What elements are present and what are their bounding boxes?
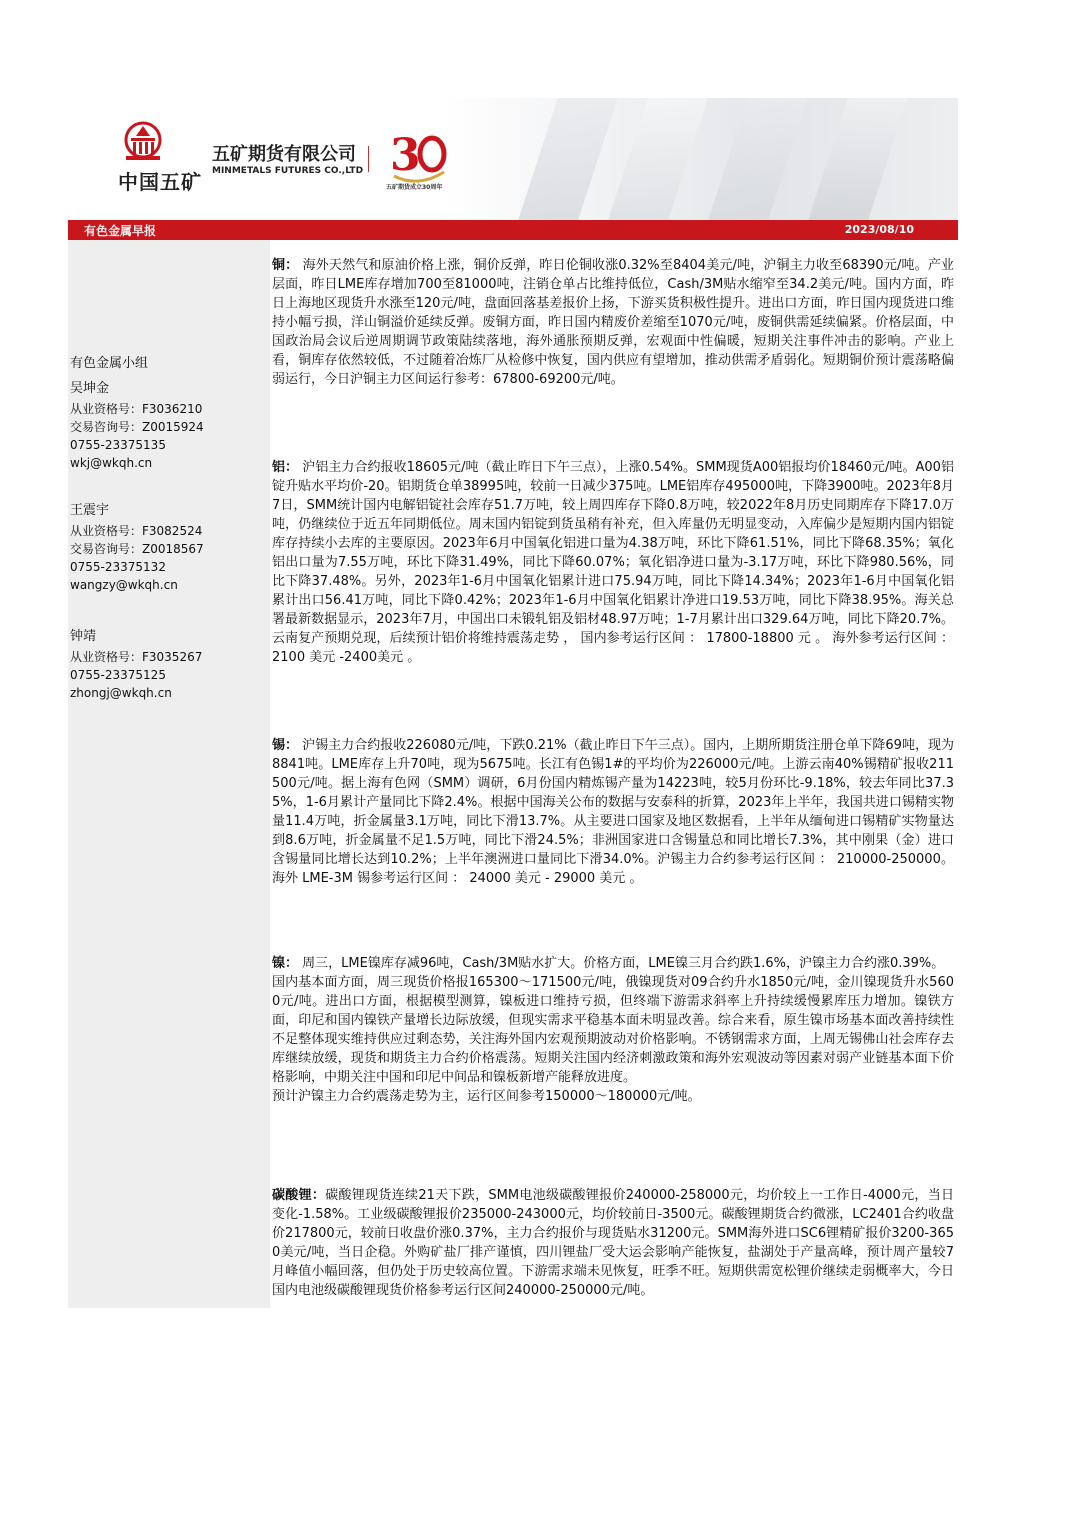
tin-paragraph [272, 736, 954, 888]
analyst-qualification: 从业资格号：F3082524 [70, 524, 203, 538]
analyst-email[interactable]: zhongj@wkqh.cn [70, 686, 172, 700]
company-name: 五矿期货有限公司 [212, 144, 356, 165]
team-name: 有色金属小组 [70, 356, 149, 371]
header-background-building [608, 98, 708, 220]
header-background-building [708, 98, 808, 220]
section-lithium-carbonate [272, 1186, 954, 1300]
nickel-paragraph [272, 954, 954, 973]
aluminum-text: 沪铝主力合约报收18605元/吨（截止昨日下午三点），上涨0.54%。SMM现货A00铝报均价18460元/吨。A00铝锭升贴水平均价-20。铝期货仓单38995吨，较前一日减少375吨。LME铝库存495000吨，下降3900吨。2023年8月7日，SMM统计国内电解铝锭社会库存51.7万吨，较上周四库存下降0.8万吨，较2022年8月历史同期库存下降17.0万吨，仍继续位于近五年同期低位。周末国内铝锭到货虽稍有补充，但入库量仍无明显变动，入库偏少是短期内国内铝锭库存持续小去库的主要原因。2023年6月中国氧化铝进口量为4.38万吨，环比下降61.51%，同比下降68.35%；氧化铝出口量为7.55万吨，环比下降31.49%，同比下降60.07%；氧化铝净进口量为-3.17万吨，环比下降980.56%，同比下降37.48%。另外，2023年1-6月中国氧化铝累计进口75.94万吨，同比下降14.34%；2023年1-6月中国氧化铝累计出口56.41万吨，同比下降0.42%；2023年1-6月中国氧化铝累计净进口19.53万吨，同比下降38.95%。海关总署最新数据显示，2023年7月，中国出口未锻轧铝及铝材48.97万吨；1-7月累计出口329.64万吨，同比下降20.7%。云南复产预期兑现，后续预计铝价将维持震荡走势 ， 国内参考运行区间 ： 17800-18800 元 。 海外参考运行区间 ： 2100 美元 -2400美元 。 [272, 460, 954, 665]
copper-label: 铜： [272, 258, 299, 273]
header-background-building [518, 98, 618, 220]
section-aluminum [272, 458, 954, 667]
analyst-qualification: 从业资格号：F3036210 [70, 402, 203, 416]
analyst-email[interactable]: wangzy@wkqh.cn [70, 578, 178, 592]
section-tin [272, 736, 954, 888]
analyst-name: 王震宇 [70, 503, 110, 518]
analyst-phone: 0755-23375125 [70, 668, 166, 682]
lithium-text: 碳酸锂现货连续21天下跌，SMM电池级碳酸锂报价240000-258000元，均价较上一工作日-4000元，当日变化-1.58%。工业级碳酸锂报价235000-243000元，均价较前日-3500元。碳酸锂期货合约微涨，LC2401合约收盘价217800元，较前日收盘价涨0.37%，主力合约报价与现货贴水31200元。SMM海外进口SC6锂精矿报价3200-3650美元/吨，当日企稳。外购矿盐厂排产谨慎，四川锂盐厂受大运会影响产能恢复，盐湖处于产量高峰，预计周产量较7月峰值小幅回落，但仍处于历史较高位置。下游需求端未见恢复，旺季不旺。短期供需宽松锂价继续走弱概率大，今日国内电池级碳酸锂现货价格参考运行区间240000-250000元/吨。 [272, 1188, 954, 1298]
lithium-paragraph [272, 1186, 954, 1300]
logo-text: 中国五矿 [118, 170, 202, 194]
company-name-english: MINMETALS FUTURES CO.,LTD [212, 166, 364, 176]
title-bar [68, 220, 958, 240]
analyst-card [70, 502, 204, 594]
report-date: 2023/08/10 [844, 223, 914, 236]
nickel-outlook: 预计沪镍主力合约震荡走势为主，运行区间参考150000～180000元/吨。 [272, 1089, 701, 1104]
analyst-name: 钟靖 [70, 629, 97, 644]
nickel-label: 镍： [272, 956, 299, 971]
minmetals-logo-icon [118, 120, 168, 166]
section-copper [272, 256, 954, 389]
nickel-paragraph: 国内基本面方面，周三现货价格报165300～171500元/吨，俄镍现货对09合约升水1850元/吨，金川镍现货升水5600元/吨。进出口方面，根据模型测算，镍板进口维持亏损，但终端下游需求斜率上升持续缓慢累库压力增加。镍铁方面，印尼和国内镍铁产量增长边际放缓，但现实需求平稳基本面未明显改善。综合来看，原生镍市场基本面改善持续性不足整体现实维持供应过剩态势，关注海外国内宏观预期波动对价格影响。不锈钢需求方面，上周无锡佛山社会库存去库继续放缓，现货和期货主力合约价格震荡。短期关注国内经济刺激政策和海外宏观波动等因素对弱产业链基本面下价格影响，中期关注中国和印尼中间品和镍板新增产能释放进度。 [272, 975, 954, 1085]
section-nickel [272, 954, 954, 1106]
analyst-consulting-no: 交易咨询号：Z0015924 [70, 420, 204, 434]
analyst-card [70, 628, 202, 702]
analyst-phone: 0755-23375135 [70, 438, 166, 452]
analyst-card [70, 380, 204, 472]
analyst-name: 吴坤金 [70, 381, 110, 396]
aluminum-label: 铝： [272, 460, 299, 475]
tin-label: 锡： [272, 738, 299, 753]
analyst-qualification: 从业资格号：F3035267 [70, 650, 203, 664]
report-header [68, 98, 958, 220]
anniversary-caption: 五矿期货成立30周年 [386, 184, 443, 191]
report-title: 有色金属早报 [84, 224, 157, 238]
header-divider [368, 146, 369, 172]
lithium-label: 碳酸锂： [272, 1188, 326, 1203]
tin-text: 沪锡主力合约报收226080元/吨，下跌0.21%（截止昨日下午三点）。国内，上期所期货注册仓单下降69吨，现为8841吨。LME库存上升70吨，现为5675吨。长江有色锡1#的平均价为226000元/吨。上游云南40%锡精矿报收211500元/吨。据上海有色网（SMM）调研，6月份国内精炼锡产量为14223吨，较5月份环比-9.18%，较去年同比37.35%，1-6月累计产量同比下降2.4%。根据中国海关公布的数据与安泰科的折算，2023年上半年，我国共进口锡精实物量11.4万吨，折金属量3.1万吨，同比下滑13.7%。从主要进口国家及地区数据看，上半年从缅甸进口锡精矿实物量达到8.6万吨，折金属量不足1.5万吨，同比下滑24.5%；非洲国家进口含锡量总和同比增长7.3%，其中刚果（金）进口含锡量同比增长达到10.2%；上半年澳洲进口量同比下滑34.0%。沪锡主力合约参考运行区间 ： 210000-250000。 海外 LME-3M 锡参考运行区间 ： 24000 美元 - 29000 美元 。 [272, 738, 954, 886]
aluminum-paragraph [272, 458, 954, 667]
header-background-building [808, 98, 908, 220]
svg-text:3: 3 [390, 130, 421, 181]
sidebar [68, 240, 270, 1308]
analyst-email[interactable]: wkj@wkqh.cn [70, 456, 153, 470]
analyst-phone: 0755-23375132 [70, 560, 166, 574]
analyst-consulting-no: 交易咨询号：Z0018567 [70, 542, 204, 556]
copper-text: 海外天然气和原油价格上涨，铜价反弹，昨日伦铜收涨0.32%至8404美元/吨，沪铜主力收至68390元/吨。产业层面，昨日LME库存增加700至81000吨，注销仓单占比维持低位，Cash/3M贴水缩窄至34.2美元/吨。国内方面，昨日上海地区现货升水涨至120元/吨，盘面回落基差报价上扬，下游买货积极性提升。进出口方面，昨日国内现货进口维持小幅亏损，洋山铜溢价延续反弹。废铜方面，昨日国内精废价差缩至1070元/吨，废铜供需延续偏紧。价格层面，中国政治局会议后逆周期调节政策陆续落地，海外通胀预期反弹，宏观面中性偏暖，短期关注事件冲击的影响。产业上看，铜库存依然较低，不过随着冶炼厂从检修中恢复，国内供应有望增加，推动供需矛盾弱化。短期铜价预计震荡略偏弱运行，今日沪铜主力区间运行参考：67800-69200元/吨。 [272, 258, 954, 387]
nickel-text: 周三，LME镍库存减96吨，Cash/3M贴水扩大。价格方面，LME镍三月合约跌1.6%，沪镍主力合约涨0.39%。 [298, 956, 945, 971]
copper-paragraph [272, 256, 954, 389]
